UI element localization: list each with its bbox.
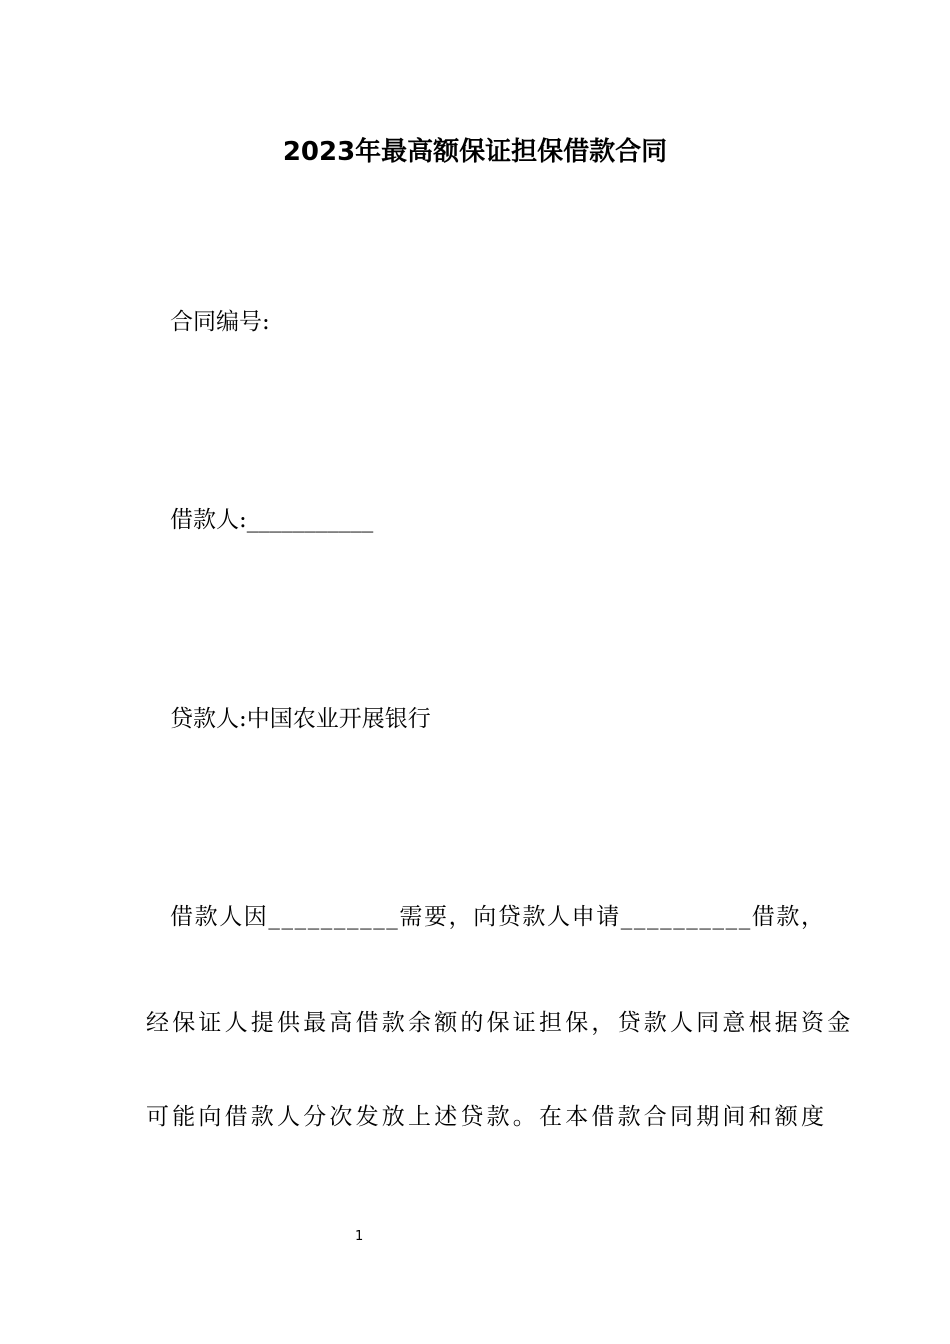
body-paragraph-line: 可能向借款人分次发放上述贷款。在本借款合同期间和额度	[146, 1104, 828, 1130]
body-paragraph-line: 借款人因__________需要，向贷款人申请__________借款，	[170, 904, 826, 930]
page-number: 1	[355, 1229, 364, 1244]
borrower-line: 借款人:___________	[170, 507, 374, 533]
body-paragraph-line: 经保证人提供最高借款余额的保证担保，贷款人同意根据资金	[146, 1010, 854, 1036]
document-title: 2023年最高额保证担保借款合同	[282, 137, 668, 167]
lender-line: 贷款人:中国农业开展银行	[170, 706, 431, 732]
contract-number-label: 合同编号:	[170, 309, 270, 335]
